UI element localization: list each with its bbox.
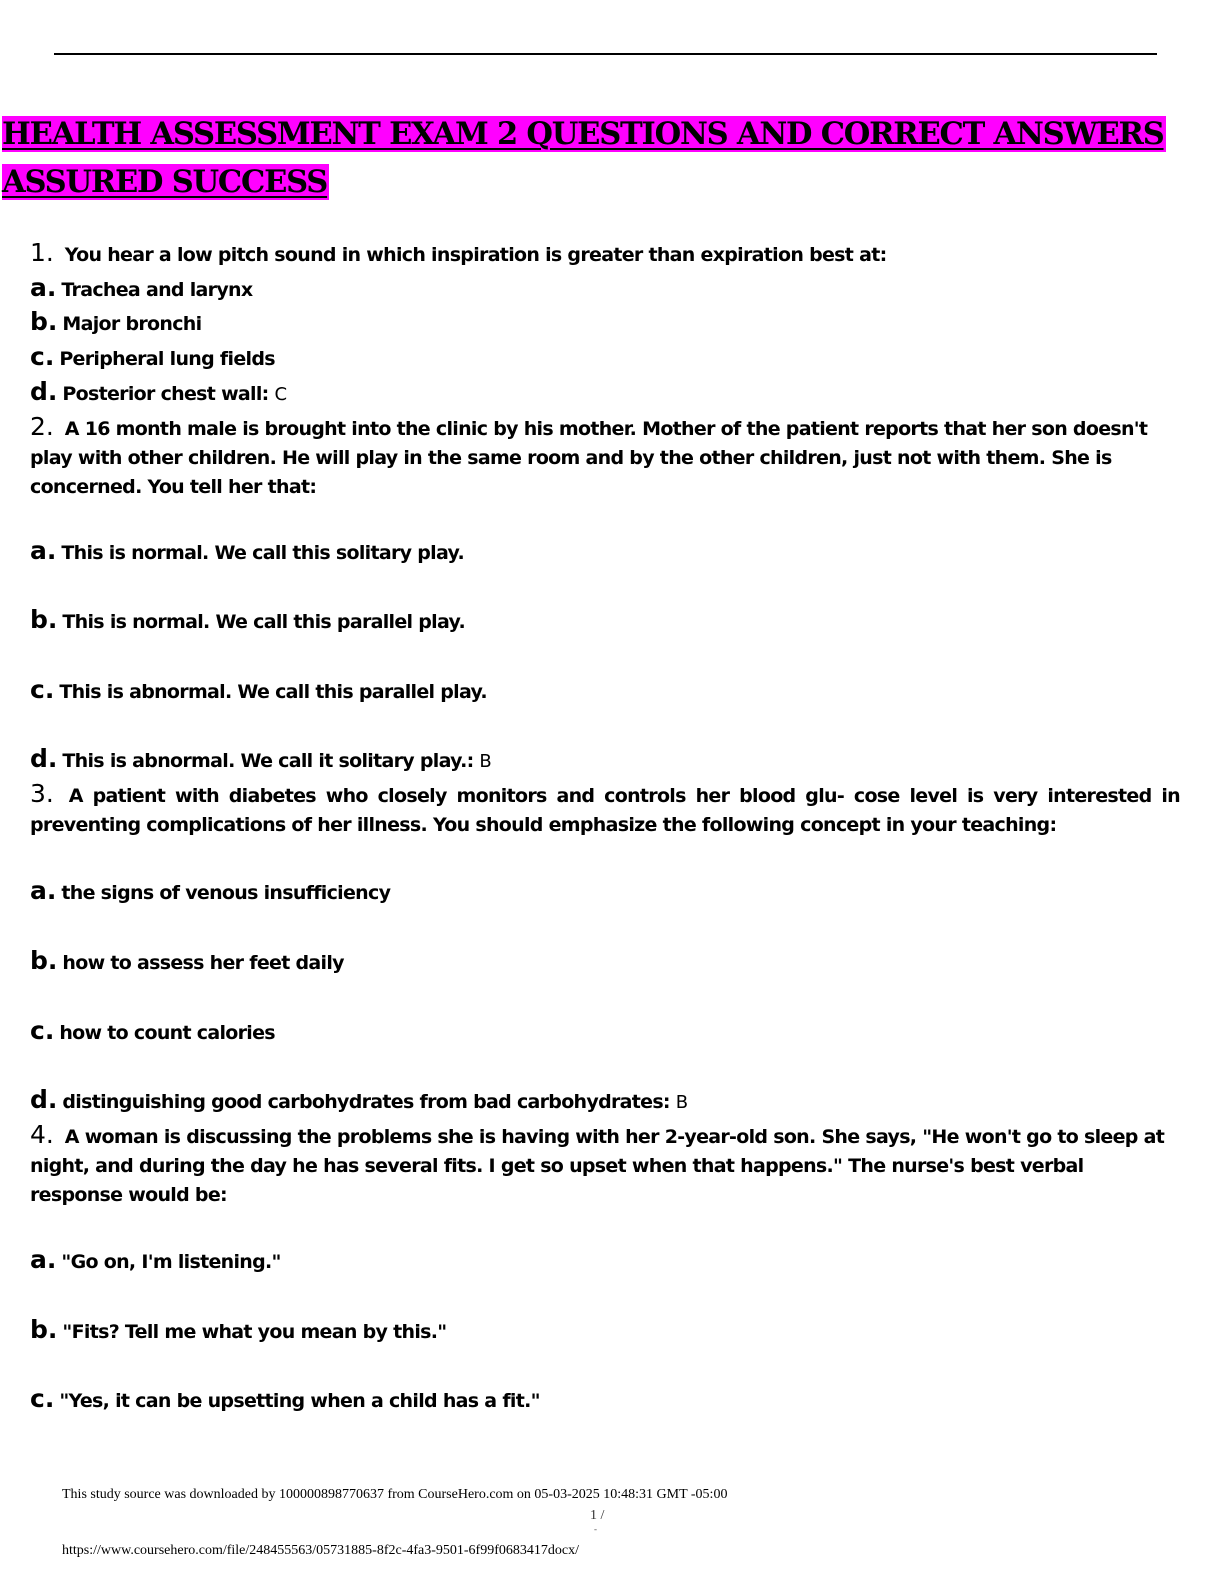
question-2: 2. A 16 month male is brought into the clinic by his mother. Mother of the patient reports that her son doesn't play with other children. He will play in the same room and by the other children, just not with them. She is concerned. You tell her that: <box>30 412 1148 498</box>
question-3: 3. A patient with diabetes who closely monitors and controls her blood glu- cose level is very interested in preventing complications of her illness. You should emphasize the following concept in your teaching: <box>30 779 1180 836</box>
question-1: 1. You hear a low pitch sound in which inspiration is greater than expiration best at: <box>30 238 887 267</box>
download-notice: This study source was downloaded by 100000898770637 from CourseHero.com on 05-03-2025 10:48:31 GMT -05:00 <box>62 1487 728 1502</box>
header-rule <box>54 53 1157 55</box>
question-4: 4. A woman is discussing the problems she is having with her 2-year-old son. She says, "He won't go to sleep at night, and during the day he has several fits. I get so upset when that happens." The nurse's best verbal response would be: <box>30 1120 1165 1206</box>
q3-option-d: d. distinguishing good carbohydrates from bad carbohydrates: B <box>30 1085 689 1114</box>
q2-option-c: c. This is abnormal. We call this parallel play. <box>30 675 487 704</box>
q4-option-c: c. "Yes, it can be upsetting when a child has a fit." <box>30 1384 540 1413</box>
q4-option-a: a. "Go on, I'm listening." <box>30 1245 281 1274</box>
q3-option-b: b. how to assess her feet daily <box>30 946 344 975</box>
q3-option-c: c. how to count calories <box>30 1016 275 1045</box>
q1-option-c: c. Peripheral lung fields <box>30 342 275 371</box>
q1-option-b: b. Major bronchi <box>30 307 202 336</box>
q2-option-b: b. This is normal. We call this parallel play. <box>30 605 465 634</box>
document-title: HEALTH ASSESSMENT EXAM 2 QUESTIONS AND CORRECT ANSWERS ASSURED SUCCESS <box>2 116 1164 200</box>
q2-option-a: a. This is normal. We call this solitary play. <box>30 536 464 565</box>
q4-option-b: b. "Fits? Tell me what you mean by this." <box>30 1315 447 1344</box>
q1-option-a: a. Trachea and larynx <box>30 273 253 302</box>
source-url[interactable]: https://www.coursehero.com/file/248455563/05731885-8f2c-4fa3-9501-6f99f0683417docx/ <box>62 1543 579 1558</box>
q3-answer: B <box>675 1092 689 1113</box>
page-total: - <box>594 1524 597 1534</box>
q3-option-a: a. the signs of venous insufficiency <box>30 876 391 905</box>
page-number: 1 / <box>590 1508 605 1523</box>
q1-answer: C <box>274 384 288 405</box>
q2-option-d: d. This is abnormal. We call it solitary play.: B <box>30 744 492 773</box>
q1-option-d: d. Posterior chest wall: C <box>30 377 288 406</box>
q2-answer: B <box>479 751 492 772</box>
